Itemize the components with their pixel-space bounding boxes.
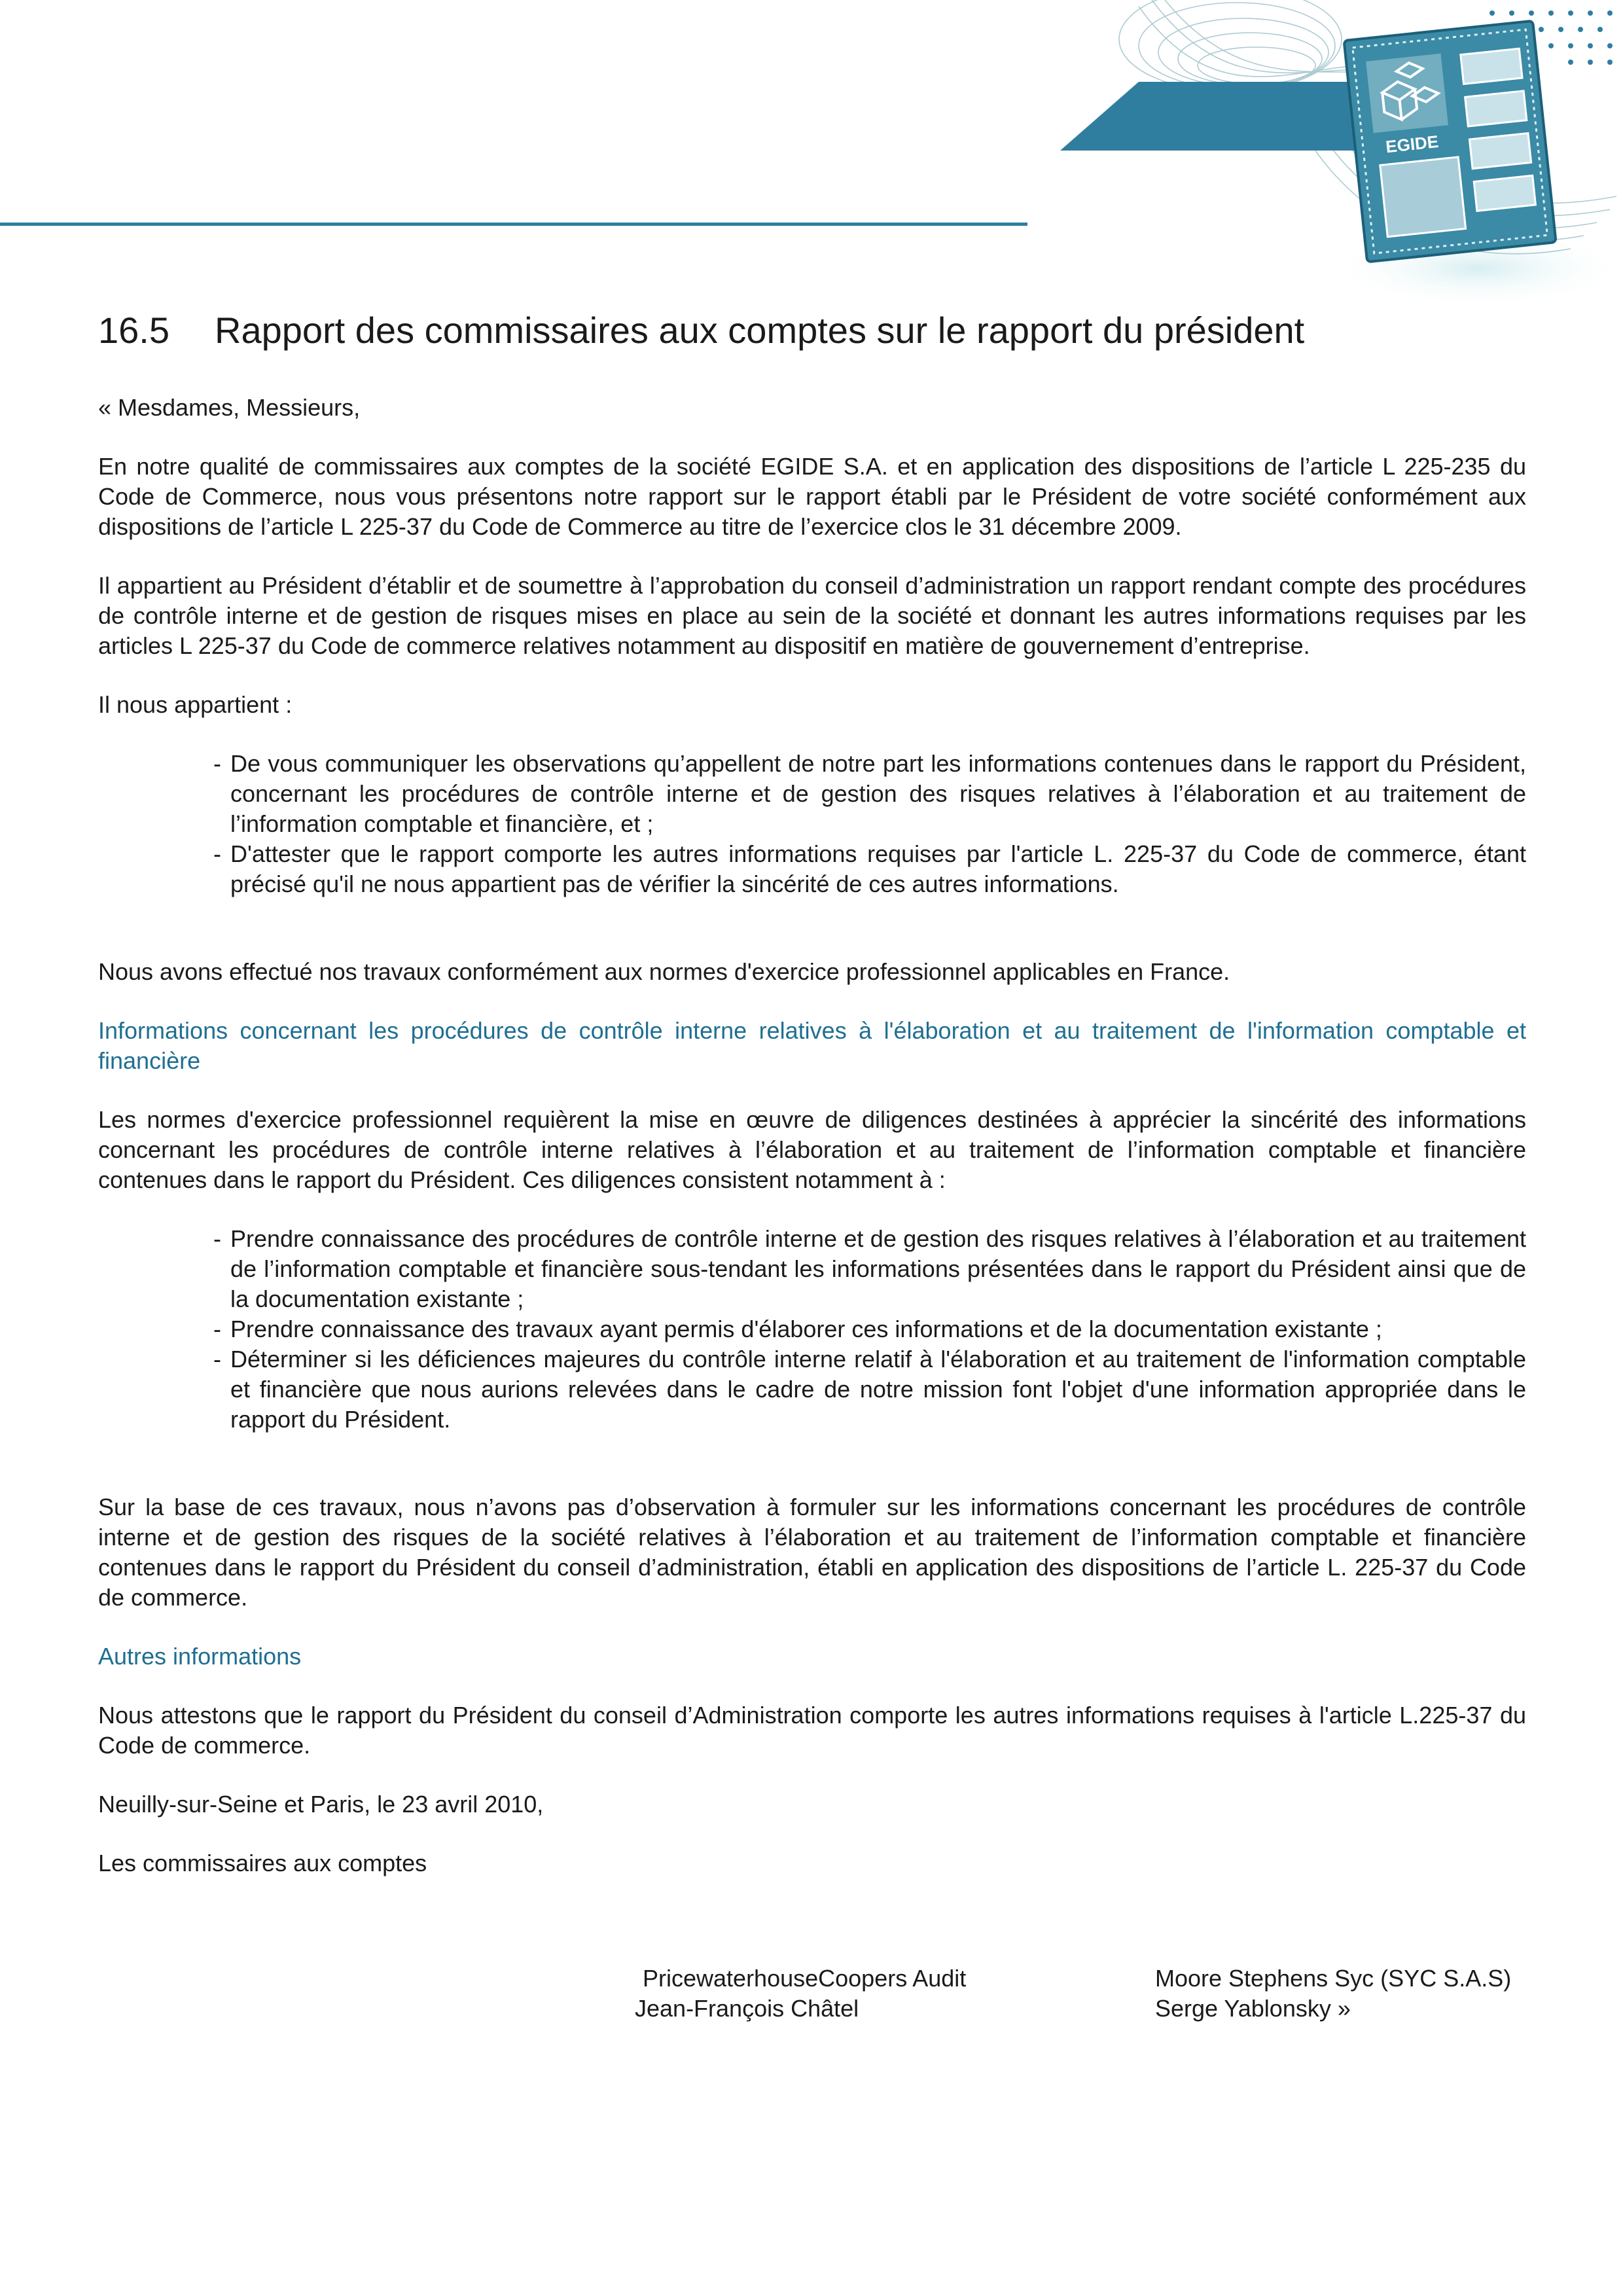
signature-firm: PricewaterhouseCoopers Audit bbox=[643, 1965, 967, 1992]
signature-block-left bbox=[635, 1964, 966, 2024]
signature-firm: Moore Stephens Syc (SYC S.A.S) bbox=[1155, 1965, 1512, 1992]
section-title bbox=[98, 308, 1526, 353]
paragraph-president-duty: Il appartient au Président d’établir et de soumettre à l’approbation du conseil d’administration un rapport rendant compte des procédures de contrôle interne et de gestion de risques mises en place au sein de la société et donnant les autres informations requises par les articles L 225-37 du Code de commerce relatives notamment au dispositif en matière de gouvernement d’entreprise. bbox=[98, 572, 1526, 659]
signature-person: Jean-François Châtel bbox=[635, 1995, 859, 2022]
paragraph-standards: Nous avons effectué nos travaux conformément aux normes d'exercice professionnel applicables en France. bbox=[98, 958, 1230, 985]
list-item: - Prendre connaissance des travaux ayant permis d'élaborer ces informations et de la documentation existante ; bbox=[213, 1314, 1526, 1344]
heading-other-information: Autres informations bbox=[98, 1643, 302, 1670]
heading-internal-control: Informations concernant les procédures de contrôle interne relatives à l'élaboration et au traitement de l'information comptable et financière bbox=[98, 1017, 1526, 1074]
paragraph-attestation: Nous attestons que le rapport du Président du conseil d’Administration comporte les autres informations requises à l'article L.225-37 du Code de commerce. bbox=[98, 1702, 1526, 1759]
header-rule bbox=[0, 223, 1027, 226]
place-date: Neuilly-sur-Seine et Paris, le 23 avril 2010, bbox=[98, 1791, 544, 1818]
signatories-label: Les commissaires aux comptes bbox=[98, 1850, 427, 1876]
list-item: - De vous communiquer les observations qu’appellent de notre part les informations contenues dans le rapport du Président, concernant les procédures de contrôle interne et de gestion des risques relatives à l’élaboration et au traitement de l’information comptable et financière, et ; bbox=[213, 749, 1526, 839]
list-item: - Déterminer si les déficiences majeures du contrôle interne relatif à l'élaboration et au traitement de l'information comptable et financière que nous aurions relevées dans le cadre de notre mission font l'objet d'une information appropriée dans le rapport du Président. bbox=[213, 1344, 1526, 1435]
section-title-text: Rapport des commissaires aux comptes sur le rapport du président bbox=[215, 310, 1305, 351]
list-item: - Prendre connaissance des procédures de contrôle interne et de gestion des risques relatives à l’élaboration et au traitement de l’information comptable et financière sous-tendant les informations présentées dans le rapport du Président ainsi que de la documentation existante ; bbox=[213, 1224, 1526, 1314]
signature-block-right bbox=[1155, 1964, 1511, 2024]
paragraph-mandate: En notre qualité de commissaires aux comptes de la société EGIDE S.A. et en application des dispositions de l’article L 225-235 du Code de Commerce, nous vous présentons notre rapport sur le rapport établi par le Président de votre société conformément aux dispositions de l’article L 225-37 du Code de Commerce au titre de l’exercice clos le 31 décembre 2009. bbox=[98, 453, 1526, 540]
section-number: 16.5 bbox=[98, 310, 169, 351]
spacer bbox=[98, 928, 1526, 957]
paragraph-our-duty: Il nous appartient : bbox=[98, 691, 293, 718]
list-item: - D'attester que le rapport comporte les autres informations requises par l'article L. 225-37 du Code de commerce, étant précisé qu'il ne nous appartient pas de vérifier la sincérité de ces autres informations. bbox=[213, 839, 1526, 899]
duties-list bbox=[98, 749, 1526, 899]
paragraph-conclusion: Sur la base de ces travaux, nous n’avons pas d’observation à formuler sur les informations concernant les procédures de contrôle interne et de gestion des risques de la société relatives à l’élaboration et au traitement de l’information comptable et financière contenues dans le rapport du Président du conseil d’administration, établi en application des dispositions de l’article L. 225-37 du Code de commerce. bbox=[98, 1494, 1526, 1611]
report-body bbox=[98, 308, 1526, 1907]
svg-text:EGIDE: EGIDE bbox=[1384, 131, 1440, 157]
diligences-list bbox=[98, 1224, 1526, 1435]
greeting: « Mesdames, Messieurs, bbox=[98, 394, 361, 421]
egide-logo-artwork bbox=[1060, 0, 1623, 314]
paragraph-diligences: Les normes d'exercice professionnel requièrent la mise en œuvre de diligences destinées à apprécier la sincérité des informations concernant les procédures de contrôle interne relatives à l’élaboration et au traitement de l’information comptable et financière contenues dans le rapport du Président. Ces diligences consistent notamment à : bbox=[98, 1106, 1526, 1193]
spacer bbox=[98, 1463, 1526, 1492]
signature-person: Serge Yablonsky » bbox=[1155, 1995, 1351, 2022]
